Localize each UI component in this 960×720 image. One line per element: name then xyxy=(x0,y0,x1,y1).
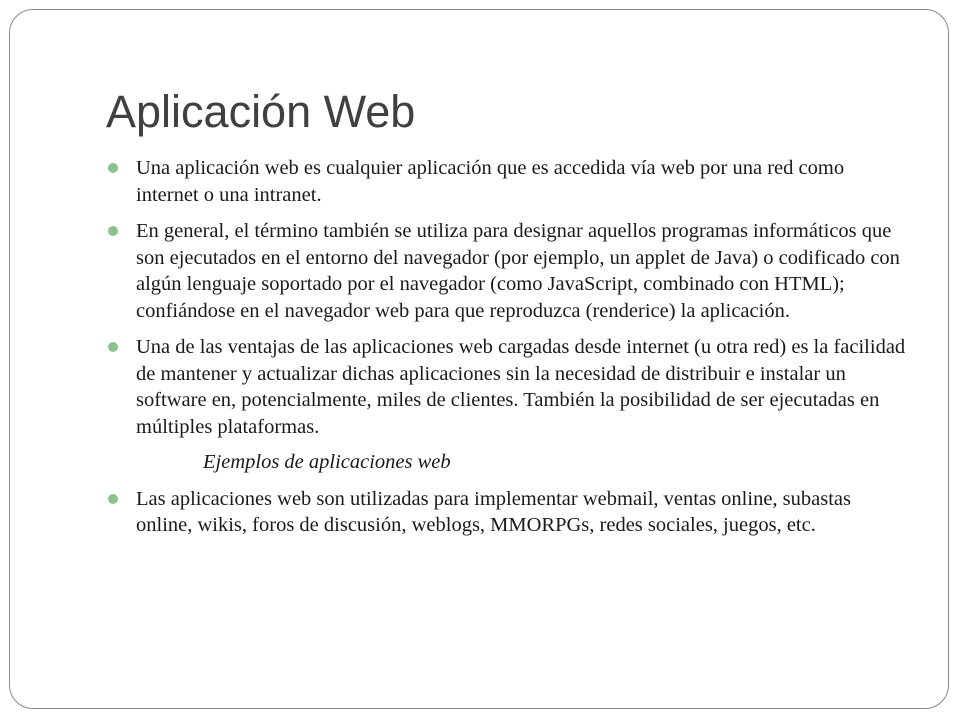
bullet-list xyxy=(107,155,907,549)
bullet-item-advantages: Una de las ventajas de las aplicaciones web cargadas desde internet (u otra red) es la facilidad de mantener y actualizar dichas aplicaciones sin la necesidad de distribuir e instalar un software en, potencialmente, miles de clientes. También la posibilidad de ser ejecutadas en múltiples plataformas. xyxy=(107,334,907,440)
slide-title: Aplicación Web xyxy=(106,86,416,137)
examples-subheading: Ejemplos de aplicaciones web xyxy=(203,451,451,473)
bullet-item-examples: Las aplicaciones web son utilizadas para implementar webmail, ventas online, subastas online, wikis, foros de discusión, weblogs, MMORPGs, redes sociales, juegos, etc. xyxy=(107,486,907,539)
bullet-item-definition: Una aplicación web es cualquier aplicación que es accedida vía web por una red como internet o una intranet. xyxy=(107,155,907,208)
bullet-item-general: En general, el término también se utiliza para designar aquellos programas informáticos que son ejecutados en el entorno del navegador (por ejemplo, un applet de Java) o codificado con algún lenguaje soportado por el navegador (como JavaScript, combinado con HTML); confiándose en el navegador web para que reproduzca (renderice) la aplicación. xyxy=(107,218,907,324)
